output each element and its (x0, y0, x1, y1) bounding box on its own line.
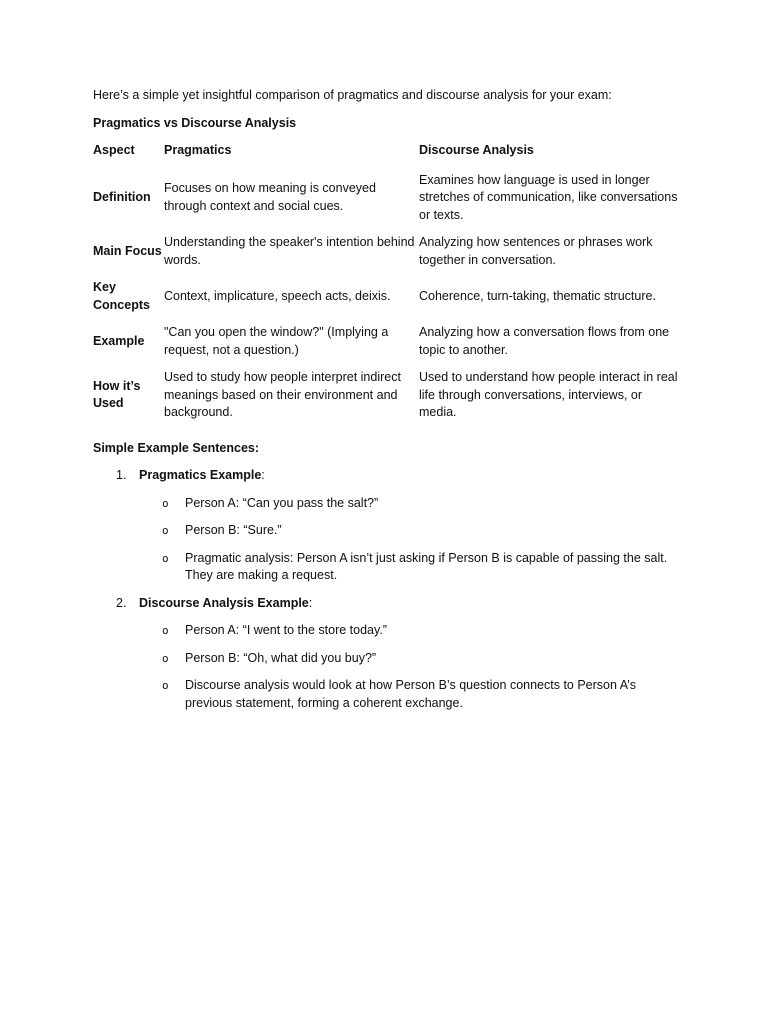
example-item-pragmatics (93, 467, 683, 585)
intro-paragraph: Here’s a simple yet insightful comparison of pragmatics and discourse analysis for your exam: (93, 88, 612, 102)
row-aspect: How it’s Used (93, 378, 141, 411)
example-sublist (139, 495, 683, 585)
table-row (93, 234, 683, 279)
examples-list (93, 467, 683, 712)
list-item (139, 522, 683, 540)
row-aspect: Key Concepts (93, 280, 150, 312)
row-discourse: Coherence, turn-taking, thematic structure. (419, 288, 656, 303)
document-body (93, 87, 683, 722)
row-discourse: Analyzing how a conversation flows from one topic to another. (419, 325, 670, 357)
list-item-text: Person B: “Sure.” (185, 523, 282, 537)
circle-bullet-icon: o (162, 524, 169, 537)
table-row (93, 324, 683, 369)
example-item-discourse (93, 595, 683, 713)
example-sublist (139, 622, 683, 712)
list-item-text: Person B: “Oh, what did you buy?” (185, 650, 377, 665)
row-aspect: Main Focus (93, 243, 162, 258)
list-item-text: Discourse analysis would look at how Person B’s question connects to Person A’s previous statement, forming a coherent exchange. (185, 678, 636, 710)
list-item (139, 495, 683, 513)
row-pragmatics: Context, implicature, speech acts, deixis. (164, 288, 391, 303)
row-pragmatics: Understanding the speaker's intention behind words. (164, 235, 415, 267)
row-aspect: Example (93, 333, 145, 348)
comparison-title: Pragmatics vs Discourse Analysis (93, 115, 297, 130)
example-label: Discourse Analysis Example (139, 595, 309, 610)
row-aspect: Definition (93, 190, 151, 204)
circle-bullet-icon: o (162, 679, 169, 692)
table-row (93, 279, 683, 324)
comparison-table (93, 142, 683, 432)
list-item (139, 650, 683, 668)
list-number: 1. (116, 468, 127, 482)
header-pragmatics: Pragmatics (164, 143, 232, 157)
header-aspect: Aspect (93, 143, 135, 157)
table-row (93, 172, 683, 235)
row-discourse: Analyzing how sentences or phrases work together in conversation. (419, 235, 653, 267)
list-item-text: Pragmatic analysis: Person A isn’t just asking if Person B is capable of passing the salt. They are making a request. (185, 550, 668, 582)
circle-bullet-icon: o (162, 624, 169, 637)
example-label: Pragmatics Example (139, 468, 262, 482)
row-pragmatics: Used to study how people interpret indirect meanings based on their environment and background. (164, 370, 401, 419)
list-item (139, 550, 683, 585)
list-item-text: Person A: “Can you pass the salt?” (185, 495, 379, 510)
row-discourse: Examines how language is used in longer stretches of communication, like conversations or texts. (419, 172, 678, 222)
row-pragmatics: Focuses on how meaning is conveyed through context and social cues. (164, 181, 376, 213)
examples-heading: Simple Example Sentences: (93, 440, 260, 455)
header-discourse-analysis: Discourse Analysis (419, 143, 534, 157)
list-item-text: Person A: “I went to the store today.” (185, 623, 387, 637)
table-row (93, 369, 683, 432)
circle-bullet-icon: o (162, 496, 169, 510)
circle-bullet-icon: o (162, 651, 169, 665)
example-label-suffix: : (261, 468, 265, 482)
list-number: 2. (116, 595, 127, 610)
list-item (139, 622, 683, 640)
row-pragmatics: "Can you open the window?" (Implying a request, not a question.) (164, 325, 389, 357)
example-label-suffix: : (308, 595, 313, 610)
table-header-row (93, 142, 683, 172)
list-item (139, 677, 683, 712)
row-discourse: Used to understand how people interact in real life through conversations, interviews, or media. (419, 370, 678, 419)
circle-bullet-icon: o (162, 551, 169, 565)
